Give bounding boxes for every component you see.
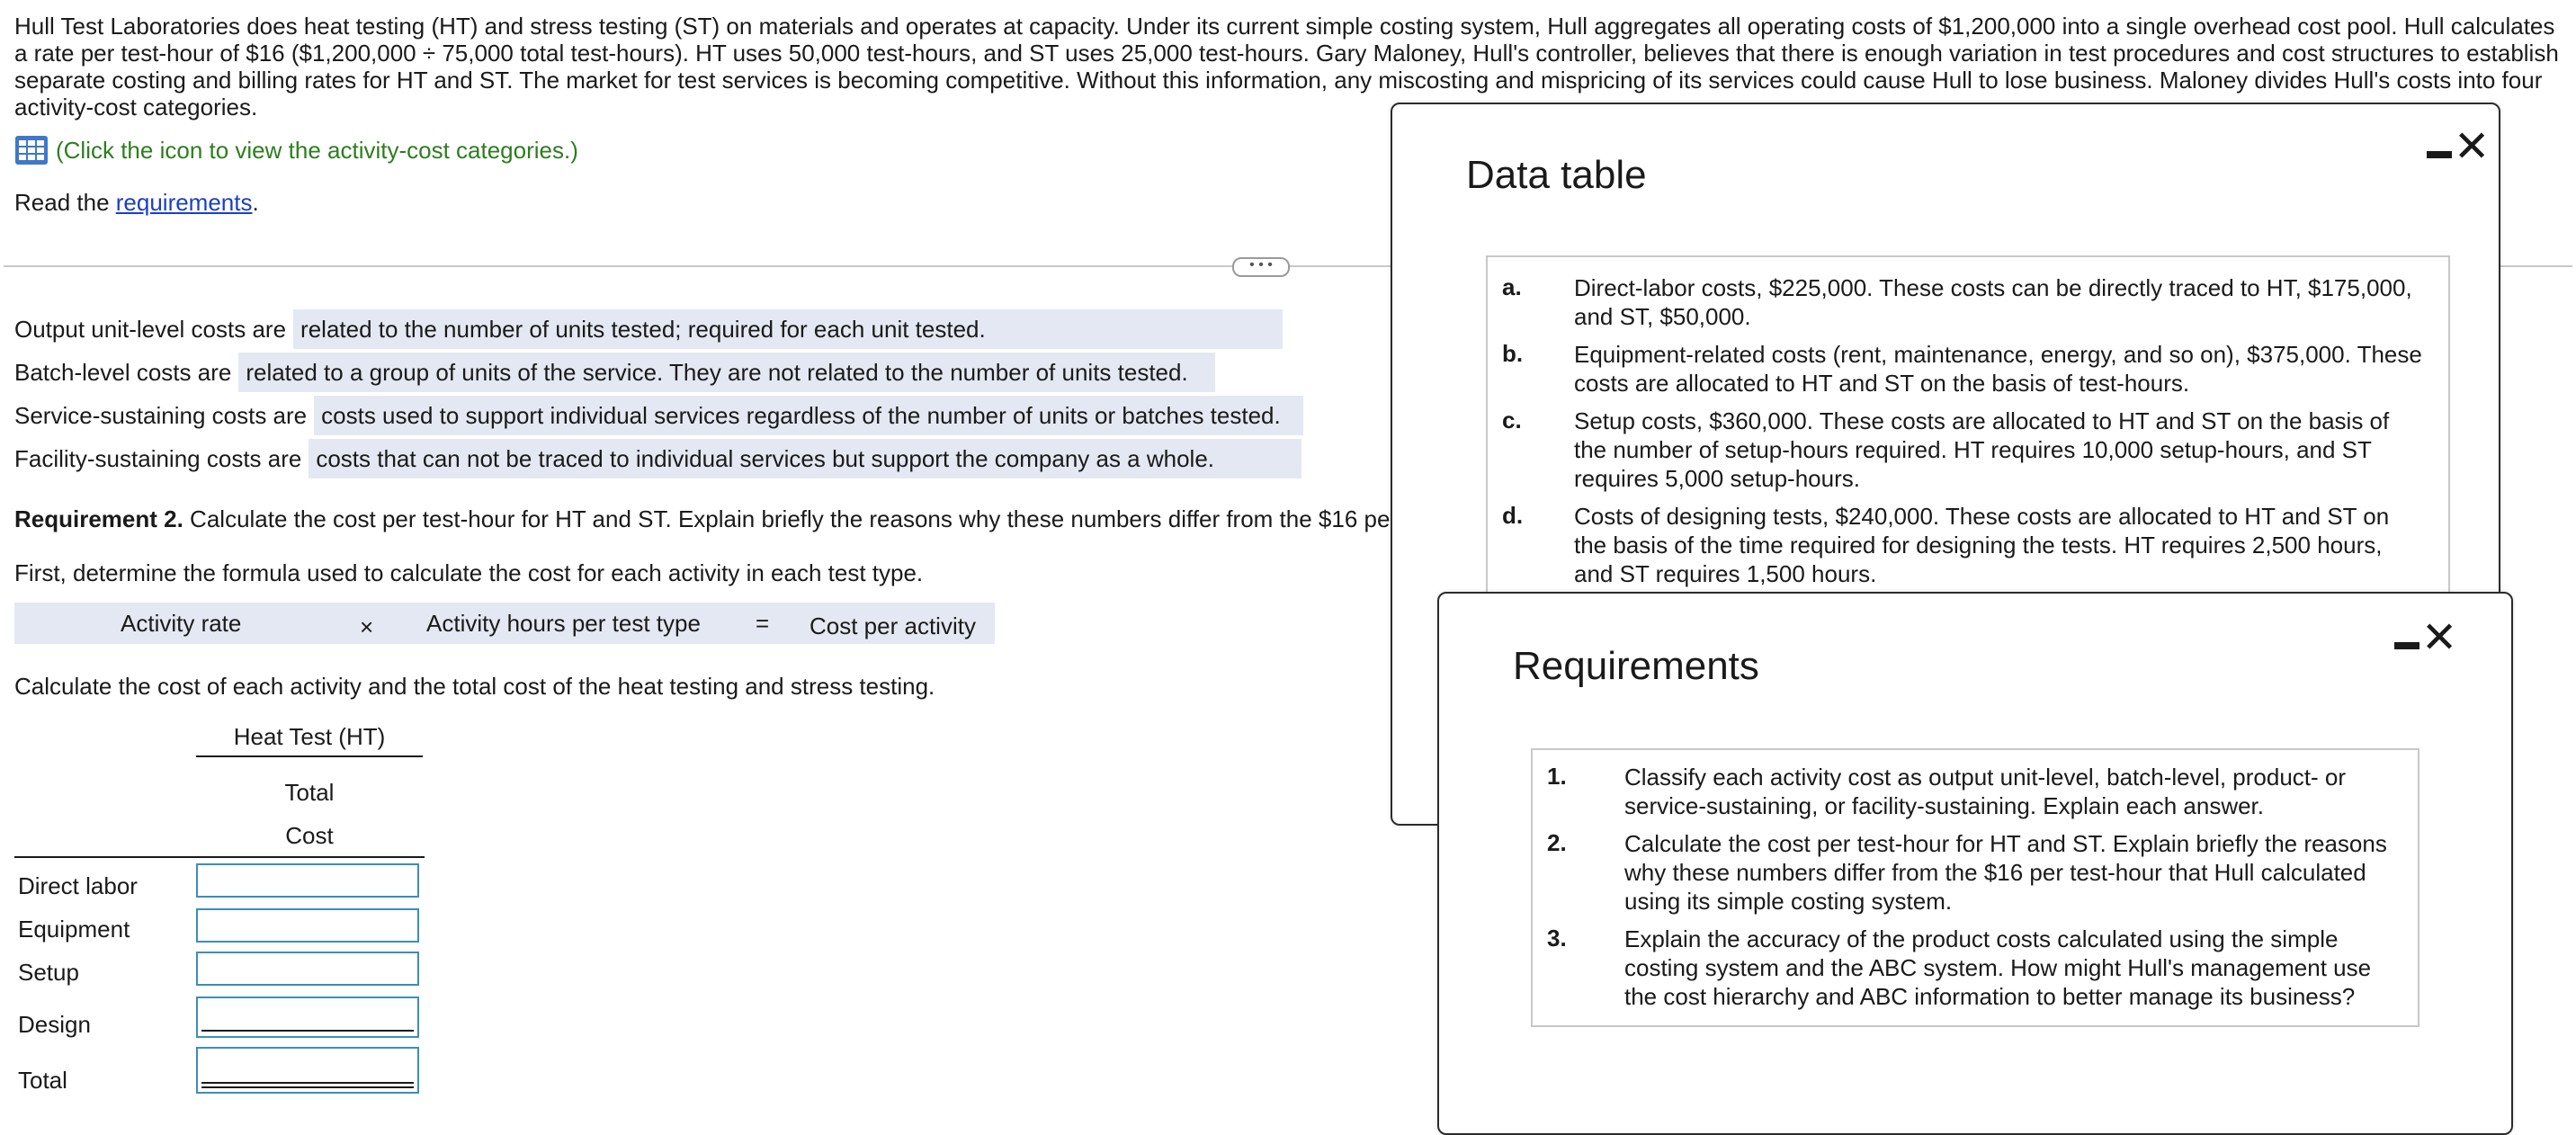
activity-categories-link-text[interactable]: (Click the icon to view the activity-cost categories.) [56,136,578,164]
equals-sign: = [756,610,770,637]
requirement-2-label: Requirement 2. [14,505,183,532]
category-label: Facility-sustaining costs are [14,444,302,472]
item-text: Classify each activity cost as output unit-level, batch-level, product- or service-sustaining, or facility-sustaining. Explain each answer. [1624,764,2347,819]
requirement-2-heading [14,505,1390,533]
category-answer-dropdown[interactable]: costs that can not be traced to individual services but support the company as a whole. [309,439,1301,478]
requirements-title: Requirements [1513,644,1759,688]
item-key: 3. [1547,925,1567,952]
item-text: Setup costs, $360,000. These costs are allocated to HT and ST on the basis of the number of setup-hours required. HT requires 10,000 setup-hours, and ST requires 5,000 setup-hours. [1574,407,2390,492]
item-text: Direct-labor costs, $225,000. These costs can be directly traced to HT, $175,000, and ST, $50,000. [1574,274,2412,330]
close-icon[interactable]: ✕ [2454,123,2491,171]
direct-labor-cost-input[interactable] [196,863,419,898]
minimize-icon[interactable] [2427,151,2452,158]
read-suffix: . [252,189,259,216]
item-key: a. [1502,273,1522,300]
category-label: Service-sustaining costs are [14,401,308,429]
item-key: c. [1502,407,1522,433]
minimize-icon[interactable] [2394,642,2419,649]
requirements-list [1531,748,2419,1027]
table-icon[interactable] [14,135,49,165]
design-cost-input[interactable] [196,996,419,1038]
data-table-title: Data table [1466,153,1647,197]
formula-activity-hours[interactable]: Activity hours per test type [426,610,701,637]
equipment-cost-input[interactable] [196,908,419,943]
requirement-2-text: Calculate the cost per test-hour for HT and ST. Explain briefly the reasons why these numbers differ from the $16 pe [183,505,1391,532]
read-requirements-line [14,189,259,217]
formula-instruction: First, determine the formula used to calculate the cost for each activity in each test type. [14,559,924,586]
close-icon[interactable]: ✕ [2421,614,2458,662]
multiply-sign: × [360,613,374,640]
item-text: Explain the accuracy of the product costs calculated using the simple costing system and the ABC system. How might Hull's management use the cost hierarchy and ABC information to better manage its business? [1624,925,2372,1010]
category-label: Output unit-level costs are [14,315,287,343]
column-total-label: Total [284,779,335,806]
read-prefix: Read the [14,189,116,216]
problem-intro: Hull Test Laboratories does heat testing (HT) and stress testing (ST) on materials and operates at capacity. Under its current simple costing system, Hull aggregates all operating costs of $1,200,000 into a single overhead cost pool. Hull calculates a rate per test-hour of $16 ($1,200,000 ÷ 75,000 total test-hours). HT uses 50,000 test-hours, and ST uses 25,000 test-hours. Gary Maloney, Hull's controller, believes that there is enough variation in test procedures and cost structures to establish separate costing and billing rates for HT and ST. The market for test services is becoming competitive. Without this information, any miscosting and mispricing of its services could cause Hull to lose business. Maloney divides Hull's costs into four activity-cost categories. [14,13,2559,121]
row-label-direct-labor: Direct labor [18,872,138,899]
row-label-design: Design [18,1011,91,1038]
calculate-instruction: Calculate the cost of each activity and the total cost of the heat testing and stress testing. [14,673,935,700]
row-label-setup: Setup [18,959,79,986]
item-key: 2. [1547,829,1567,856]
formula-row [14,603,995,644]
category-row-facility-sustaining [14,439,1301,478]
category-row-output-unit [14,309,1283,349]
ht-header-rule [196,755,423,757]
category-row-batch [14,353,1215,392]
item-key: b. [1502,340,1524,367]
item-text: Calculate the cost per test-hour for HT and ST. Explain briefly the reasons why these numbers differ from the $16 per test-hour that Hull calculated using its simple costing system. [1624,830,2387,915]
category-answer-dropdown[interactable]: costs used to support individual services regardless of the number of units or batches tested. [314,396,1303,435]
setup-cost-input[interactable] [196,952,419,986]
item-key: d. [1502,502,1524,529]
row-label-total: Total [18,1067,67,1094]
activity-categories-link[interactable] [14,135,578,165]
row-label-equipment: Equipment [18,916,130,943]
expand-more-button[interactable]: • • • [1232,257,1290,277]
category-answer-dropdown[interactable]: related to a group of units of the service. They are not related to the number of units tested. [238,353,1215,392]
item-text: Costs of designing tests, $240,000. These costs are allocated to HT and ST on the basis of the time required for designing the tests. HT requires 2,500 hours, and ST requires 1,500 hours. [1574,503,2390,587]
formula-activity-rate[interactable]: Activity rate [121,610,242,637]
requirements-modal [1437,592,2513,1135]
requirements-link[interactable]: requirements [115,189,253,216]
total-cost-input[interactable] [196,1047,419,1094]
ht-table-header: Heat Test (HT) [233,723,386,750]
table-header-rule [14,856,425,858]
item-text: Equipment-related costs (rent, maintenance, energy, and so on), $375,000. These costs are allocated to HT and ST on the basis of test-hours. [1574,341,2422,397]
item-key: 1. [1547,763,1567,790]
formula-cost-per-activity: Cost per activity [809,612,976,639]
column-cost-label: Cost [285,822,334,849]
category-answer-dropdown[interactable]: related to the number of units tested; required for each unit tested. [293,309,1283,349]
category-label: Batch-level costs are [14,358,232,386]
category-row-service-sustaining [14,396,1303,435]
